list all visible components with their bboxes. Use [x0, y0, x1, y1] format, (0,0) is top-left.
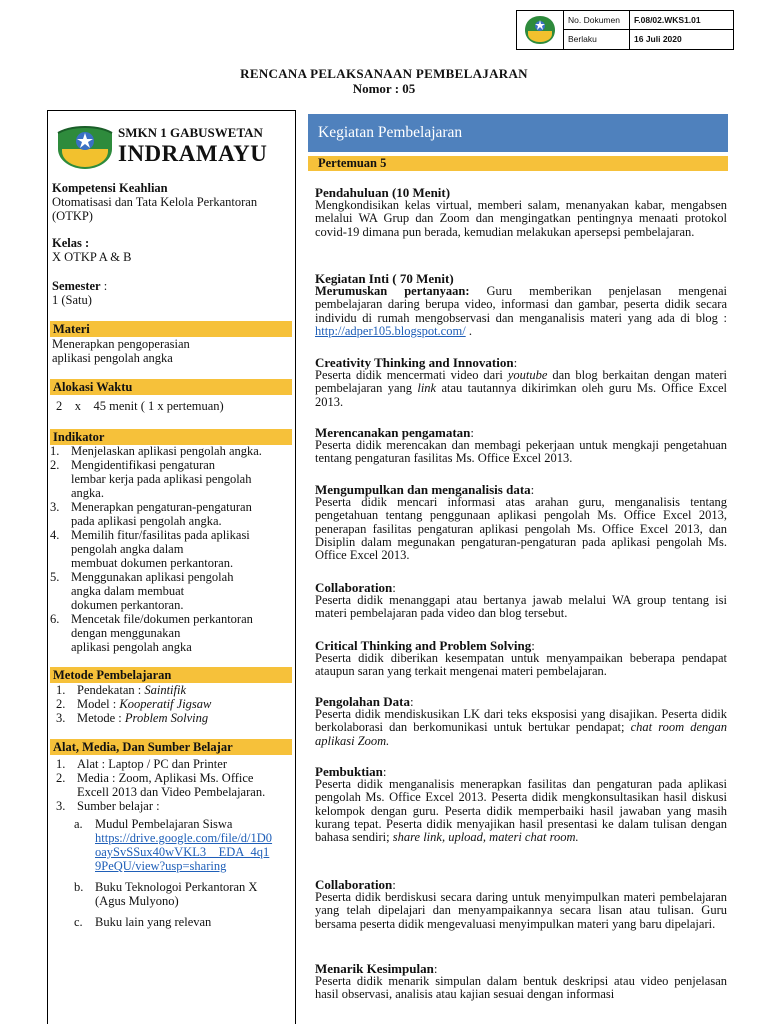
metode-item [56, 697, 292, 711]
indikator-line: Memilih fitur/fasilitas pada aplikasi [71, 528, 250, 542]
sumber-text-2: (Agus Mulyono) [95, 894, 179, 908]
indikator-number: 4. [50, 528, 60, 542]
sumber-list [74, 817, 294, 936]
indikator-line: pada aplikasi pengolah angka. [71, 514, 222, 528]
sumber-drive-link[interactable] [95, 831, 294, 873]
page-subtitle: Nomor : 05 [352, 81, 416, 96]
indikator-line: dokumen perkantoran. [71, 598, 184, 612]
metode-item [56, 711, 292, 725]
pengolahan-title: Pengolahan Data [315, 694, 410, 709]
page-title: RENCANA PELAKSANAAN PEMBELAJARAN [240, 66, 528, 81]
menarik-text: Peserta didik menarik simpulan dalam bentuk deskripsi atau video penjelasan hasil observasi, analisis atau kajian sesuai dengan informasi [315, 974, 727, 1002]
pembuktian-italic: share link, upload, materi chat room. [392, 830, 579, 845]
pembuktian-colon: : [382, 764, 387, 779]
indikator-line: aplikasi pengolah angka [71, 640, 192, 654]
indikator-line: angka dalam membuat [71, 584, 185, 598]
sumber-letter: a. [74, 817, 83, 831]
alat-item [56, 799, 292, 813]
alat-list [56, 757, 292, 813]
sumber-item [74, 880, 294, 908]
school-emblem-icon [523, 14, 557, 46]
kompetensi-label: Kompetensi Keahlian [52, 181, 168, 195]
indikator-number: 2. [50, 458, 60, 472]
doc-valid-value: 16 Juli 2020 [634, 34, 682, 44]
pengolahan-text: Peserta didik mendiskusikan LK dari teks eksposisi yang disajikan. Peserta didik berkolaborasi dan berkomunikasi untuk bertukar pendapat; [315, 707, 727, 735]
menarik-colon: : [433, 961, 438, 976]
doc-valid-label: Berlaku [564, 30, 630, 49]
alat-line: Alat : Laptop / PC dan Printer [77, 757, 227, 771]
collab1-colon: : [392, 580, 396, 595]
merencanakan-colon: : [470, 425, 475, 440]
collab2-text: Peserta didik berdiskusi secara daring untuk menyimpulkan materi pembelajaran yang telah dipelajari dan menyampaikannya secara lisan atau tulisan. Guru bersama peserta didik mengevaluasi menyimpulkan materi yang baru dipelajari. [315, 890, 727, 931]
indikator-number: 3. [50, 500, 60, 514]
section-menarik [315, 962, 727, 1002]
section-merencanakan [315, 426, 727, 466]
sumber-letter: c. [74, 915, 83, 929]
kegiatan-header: Kegiatan Pembelajaran [308, 114, 728, 152]
metode-value: Kooperatif Jigsaw [119, 697, 212, 711]
pembuktian-title: Pembuktian [315, 764, 383, 779]
collab1-title: Collaboration [315, 580, 393, 595]
mengumpulkan-title: Mengumpulkan dan menganalisis data [315, 482, 531, 497]
section-critical [315, 639, 727, 679]
indikator-line: pengolah angka dalam [71, 542, 184, 556]
section-collaboration-2 [315, 878, 727, 931]
indikator-line: Mencetak file/dokumen perkantoran [71, 612, 253, 626]
sumber-link-line: oaySvSSux40wVKL3__EDA_4q1 [95, 845, 270, 859]
indikator-item [50, 500, 294, 528]
metode-list [56, 683, 292, 725]
menarik-title: Menarik Kesimpulan [315, 961, 434, 976]
kompetensi-line-2: (OTKP) [52, 209, 93, 223]
creativity-title: Creativity Thinking and Innovation [315, 355, 514, 370]
section-mengumpulkan [315, 483, 727, 562]
indikator-line: Menerapkan pengaturan-pengaturan [71, 500, 252, 514]
metode-value: Saintifik [144, 683, 187, 697]
indikator-list [50, 444, 294, 654]
merencanakan-title: Merencanakan pengamatan [315, 425, 471, 440]
pengolahan-colon: : [409, 694, 414, 709]
pendahuluan-text: Mengkondisikan kelas virtual, memberi salam, menanyakan kabar, mengabsen melalui WA Grup dan Zoom dan mengingatkan pentingnya menaati protokol covid-19 dimana pun berada, kemudian melakukan apersepsi pembelajaran. [315, 198, 727, 239]
section-collaboration-1 [315, 581, 727, 621]
materi-line-1: Menerapkan pengoperasian [52, 337, 190, 351]
sumber-text: Buku Teknologoi Perkantoran X [95, 880, 258, 894]
metode-number: 3. [56, 711, 66, 725]
critical-colon: : [531, 638, 535, 653]
inti-title: Kegiatan Inti ( 70 Menit) [315, 271, 454, 286]
indikator-item [50, 444, 294, 458]
indikator-number: 6. [50, 612, 60, 626]
pendahuluan-title: Pendahuluan (10 Menit) [315, 185, 451, 200]
indikator-item [50, 528, 294, 570]
section-pengolahan [315, 695, 727, 748]
collab1-text: Peserta didik menanggapi atau bertanya jawab melalui WA group tentang isi materi pembelajaran pada video dan blog tersebut. [315, 593, 727, 621]
indikator-item [50, 458, 294, 500]
semester-label [52, 279, 107, 294]
merencanakan-text: Peserta didik merencakan dan membagi pekerjaan untuk mengkaji pengetahuan tentang pengaturan fasilitas Ms. Office Excel 2013. [315, 438, 727, 466]
pertemuan-band: Pertemuan 5 [308, 156, 728, 171]
indikator-line: lembar kerja pada aplikasi pengolah [71, 472, 252, 486]
indikator-line: angka. [71, 486, 104, 500]
creativity-text-c: atau tautannya dikirimkan oleh guru Ms. Office Excel 2013. [315, 381, 727, 409]
section-pendahuluan [315, 186, 727, 239]
metode-value: Problem Solving [124, 711, 209, 725]
indikator-number: 1. [50, 444, 60, 458]
indikator-item [50, 612, 294, 654]
section-pembuktian [315, 765, 727, 844]
left-column [47, 110, 296, 1024]
indikator-band: Indikator [50, 429, 292, 445]
semester-colon: : [100, 279, 108, 293]
kelas-label: Kelas : [52, 236, 90, 250]
alat-item [56, 757, 292, 771]
doc-number-value: F.08/02.WKS1.01 [630, 11, 733, 30]
doc-logo-cell [517, 11, 564, 49]
sumber-text: Mudul Pembelajaran Siswa [95, 817, 233, 831]
sumber-item [74, 915, 294, 929]
alat-line: Sumber belajar : [77, 799, 160, 813]
school-name: SMKN 1 GABUSWETAN [118, 125, 263, 140]
alat-number: 2. [56, 771, 66, 785]
metode-item [56, 683, 292, 697]
blog-link[interactable]: http://adper105.blogspot.com/ [315, 323, 466, 338]
alat-line: Media : Zoom, Aplikasi Ms. Office [77, 771, 254, 785]
metode-key: Pendekatan : [77, 683, 145, 697]
kelas-value: X OTKP A & B [52, 250, 132, 264]
collab2-title: Collaboration [315, 877, 393, 892]
merumuskan-text: Guru memberikan penjelasan mengenai pembelajaran daring berupa video, informasi dan gambar, peserta didik secara individu di rumah mengobservasi dan menganalisis materi yang ada di blog : [315, 284, 727, 325]
sumber-letter: b. [74, 880, 84, 894]
alat-number: 3. [56, 799, 66, 813]
section-creativity [315, 356, 727, 409]
metode-key: Model : [77, 697, 120, 711]
sumber-link-line: https://drive.google.com/file/d/1D0 [95, 831, 273, 845]
alat-item [56, 771, 292, 799]
metode-number: 2. [56, 697, 66, 711]
creativity-colon: : [513, 355, 518, 370]
alat-band: Alat, Media, Dan Sumber Belajar [50, 739, 292, 755]
metode-number: 1. [56, 683, 66, 697]
sumber-text: Buku lain yang relevan [95, 915, 212, 929]
semester-label-text: Semester [52, 279, 101, 293]
document-info-table [516, 10, 734, 50]
pengolahan-italic: chat room dengan aplikasi Zoom. [315, 720, 728, 748]
indikator-line: Mengidentifikasi pengaturan [71, 458, 216, 472]
alat-line: Excell 2013 dan Video Pembelajaran. [77, 785, 266, 799]
indikator-line: membuat dokumen perkantoran. [71, 556, 234, 570]
indikator-item [50, 570, 294, 612]
school-city: INDRAMAYU [118, 141, 268, 166]
merumuskan-title: Merumuskan pertanyaan: [315, 284, 470, 299]
indikator-number: 5. [50, 570, 60, 584]
materi-band: Materi [50, 321, 292, 337]
pembuktian-text: Peserta didik menganalisis menerapkan fasilitas dan pengaturan pada aplikasi pengolah Ms. Office Excel 2013. Peserta didik mengkonsultasikan hasil diskusi kelompok dengan guru. Peserta didik memperbaiki hasil jawaban yang masih kurang tepat. Peserta didik menyajikan hasil presentasi ke dalam tulisan dengan bahasa sendiri; [315, 777, 727, 845]
creativity-youtube: youtube [507, 368, 548, 383]
semester-value: 1 (Satu) [52, 293, 92, 307]
collab2-colon: : [392, 877, 396, 892]
right-column [305, 110, 733, 1024]
critical-text: Peserta didik diberikan kesempatan untuk menyampaikan beberapa pendapat ataupun saran yang terkait mengenai materi pembelajaran. [315, 651, 727, 679]
sumber-link-line: 9PeQU/view?usp=sharing [95, 859, 227, 873]
sumber-item [74, 817, 294, 873]
merumuskan-end: . [465, 323, 472, 338]
indikator-line: dengan menggunakan [71, 626, 181, 640]
critical-title: Critical Thinking and Problem Solving [315, 638, 532, 653]
mengumpulkan-colon: : [530, 482, 535, 497]
creativity-link-word: link [417, 381, 437, 396]
alokasi-band: Alokasi Waktu [50, 379, 292, 395]
creativity-text-b: dan blog berkaitan dengan materi pembelajaran yang [315, 368, 727, 396]
alokasi-value: 2 x 45 menit ( 1 x pertemuan) [56, 399, 224, 413]
kompetensi-line-1: Otomatisasi dan Tata Kelola Perkantoran [52, 195, 258, 209]
section-inti [315, 272, 727, 338]
materi-line-2: aplikasi pengolah angka [52, 351, 173, 365]
metode-key: Metode : [77, 711, 125, 725]
indikator-line: Menggunakan aplikasi pengolah [71, 570, 234, 584]
school-logo-icon [54, 121, 116, 171]
doc-number-label: No. Dokumen [564, 11, 630, 30]
creativity-text-a: Peserta didik mencermati video dari [315, 368, 508, 383]
indikator-line: Menjelaskan aplikasi pengolah angka. [71, 444, 262, 458]
metode-band: Metode Pembelajaran [50, 667, 292, 683]
alat-number: 1. [56, 757, 66, 771]
mengumpulkan-text: Peserta didik mencari informasi atas arahan guru, menganalisis tentang pengetahuan tentang penggunaan aplikasi pengolah Ms. Office Excel 2013, penerapan fasilitas pengaturan aplikasi pengolah Ms. Office Excel 2013, dan Disiplin dalam megunakan pengaturan-pengaturan pada aplikasi pengolah Ms. Office Excel 2013. [315, 495, 727, 563]
